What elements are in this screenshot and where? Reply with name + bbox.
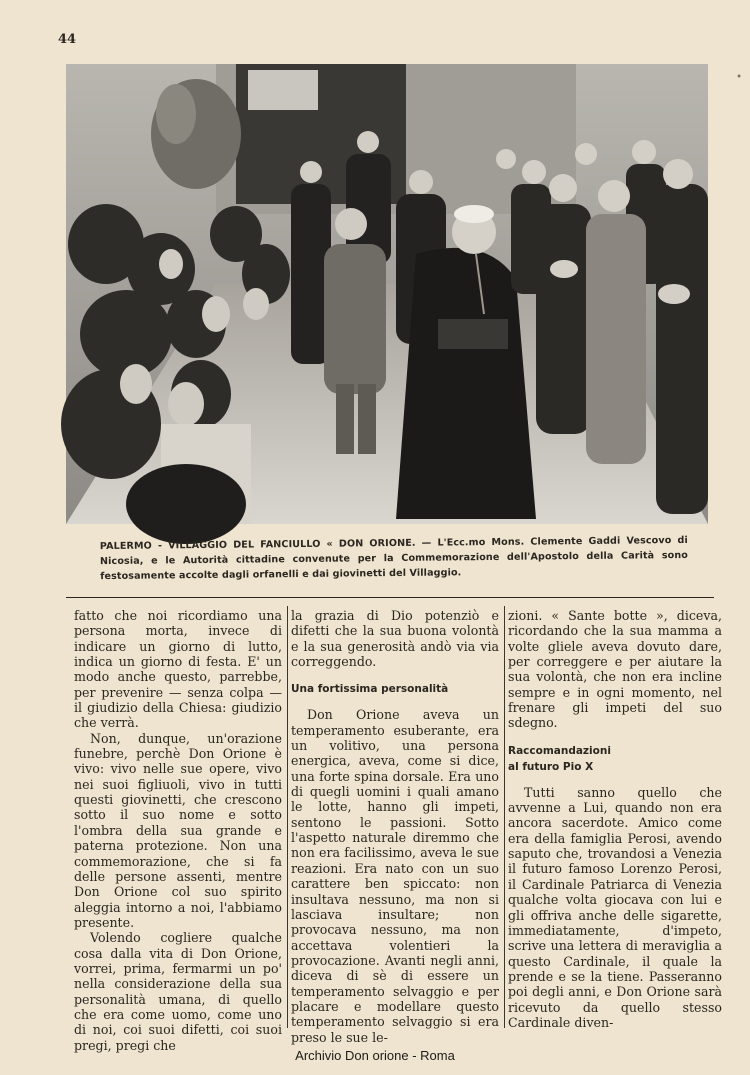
paragraph: Tutti sanno quello che avvenne a Lui, quando non era ancora sacerdote. Amico come era della famiglia Perosi, avendo saputo che, trovandosi a Venezia il futuro famoso Lorenzo Perosi, il Cardinale Patriarca di Venezia qualche volta giocava con lui e gli offriva anche delle sigarette, immediatamente, d'impeto, scrive una lettera di meraviglia a questo Cardinale, il quale la prende e se la tiene. Passeranno poi degli anni, e Don Orione sarà ricevuto da quello stesso Cardinale diven- bbox=[508, 784, 722, 1030]
article-column-2 bbox=[291, 608, 499, 1045]
photo-illustration bbox=[66, 64, 708, 524]
heading-line: Raccomandazioni bbox=[508, 744, 611, 757]
edge-mark: • bbox=[736, 72, 742, 83]
section-heading: Una fortissima personalità bbox=[291, 683, 449, 696]
archive-footer: Archivio Don orione - Roma bbox=[295, 1048, 455, 1063]
paragraph: Non, dunque, un'orazione funebre, perchè Don Orione è vivo: vivo nelle sue opere, vivo nei suoi figliuoli, vivo in tutti questi giovinetti, che crescono sotto il suo nome e sotto l'ombra della sua grande e paterna protezione. Non una commemorazione, che si fa delle persone assenti, mentre Don Orione col suo spirito aleggia intorno a noi, l'abbiamo presente. bbox=[74, 730, 282, 930]
paragraph: la grazia di Dio potenziò e difetti che la sua buona volontà e la sua generosità andò via via correggendo. bbox=[291, 608, 499, 670]
photo bbox=[66, 64, 708, 524]
article-column-3 bbox=[508, 608, 722, 1028]
column-divider bbox=[504, 606, 505, 1028]
column-divider bbox=[287, 606, 288, 1028]
article-column-1 bbox=[74, 608, 282, 1053]
horizontal-rule bbox=[66, 597, 714, 598]
section-heading bbox=[508, 743, 722, 775]
page-number: 44 bbox=[58, 32, 77, 47]
paragraph: Don Orione aveva un temperamento esuberante, era un volitivo, una persona energica, aveva, come si dice, una forte spina dorsale. Era uno di quegli uomini i quali amano le lotte, hanno gli impeti, sentono le passioni. Sotto l'aspetto naturale diremmo che non era facilissimo, aveva le sue reazioni. Era nato con un suo carattere ben spiccato: non insultava nessuno, ma non si lasciava insultare; non provocava nessuno, ma non accettava volentieri la provocazione. Avanti negli anni, diceva di sè di essere un temperamento selvaggio e per placare e modellare questo temperamento selvaggio si era preso le sue le- bbox=[291, 707, 499, 1045]
heading-line: al futuro Pio X bbox=[508, 760, 594, 773]
paragraph: fatto che noi ricordiamo una persona morta, invece di indicare un giorno di lutto, indica un giorno di festa. E' un modo anche questo, parrebbe, per prevenire — senza colpa — il giudizio della Chiesa: giudizio che verrà. bbox=[74, 608, 282, 731]
photo-caption: PALERMO - VILLAGGIO DEL FANCIULLO « DON ORIONE. — L'Ecc.mo Mons. Clemente Gaddi Vescovo di Nicosia, e le Autorità cittadine convenute per la Commemorazione dell'Apostolo della Carità sono festosamente accolte dagli orfanelli e dai giovinetti del Villaggio. bbox=[99, 534, 689, 583]
paragraph: Volendo cogliere qualche cosa dalla vita di Don Orione, vorrei, prima, fermarmi un po' nella considerazione della sua personalità umana, di quello che era come uomo, come uno di noi, coi suoi difetti, coi suoi pregi, pregi che bbox=[74, 930, 282, 1053]
paragraph: zioni. « Sante botte », diceva, ricordando che la sua mamma a volte gliele aveva dovuto dare, per correggere e per aiutare la sua volontà, che non era incline sempre e in ogni momento, nel frenare gli impeti del suo sdegno. bbox=[508, 608, 722, 731]
